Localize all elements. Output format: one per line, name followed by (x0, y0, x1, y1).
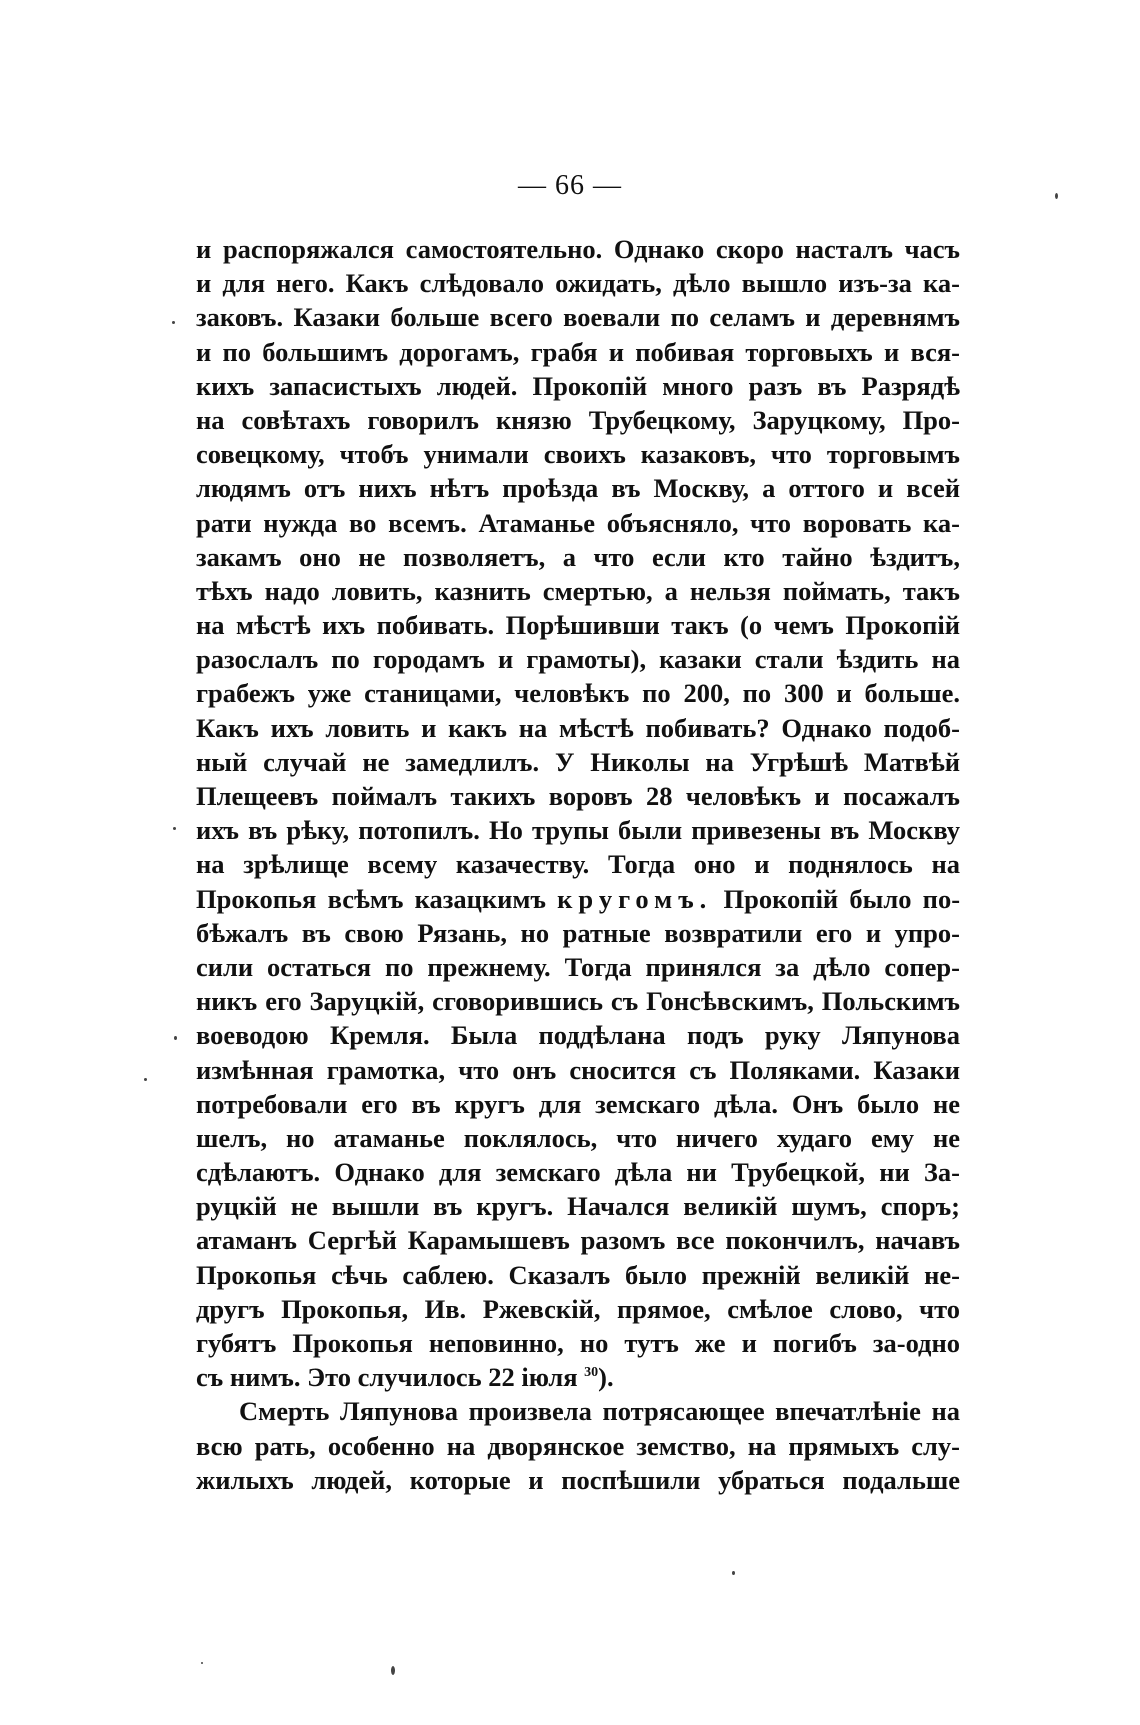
scan-speck (144, 1078, 147, 1081)
text-line: всю рать, особенно на дворянское земство, на прямыхъ слу- (196, 1430, 960, 1461)
text-line: губятъ Прокопья неповинно, но тутъ же и погибъ за-одно (196, 1328, 960, 1358)
text-line: на зрѣлище всему казачеству. Тогда оно и поднялось на (196, 849, 960, 880)
scan-speck (172, 321, 175, 324)
page-number: — 66 — (518, 170, 622, 201)
text-line: другъ Прокопья, Ив. Ржевскій, прямое, смѣлое слово, что (196, 1293, 960, 1324)
text-line: Плещеевъ поймалъ такихъ воровъ 28 человѣкъ и посажалъ (196, 781, 960, 811)
text-line: заковъ. Казаки больше всего воевали по селамъ и деревнямъ (196, 302, 960, 333)
scan-speck (732, 1571, 735, 1575)
footnote-reference: 30 (584, 1365, 599, 1381)
text-line-with-footnote (196, 1360, 960, 1394)
scan-speck (173, 827, 176, 830)
paragraph-first-line: Смерть Ляпунова произвела потрясающее впечатлѣніе на (239, 1396, 960, 1427)
text-line: жилыхъ людей, которые и поспѣшили убраться подальше (196, 1464, 960, 1495)
body-text (196, 232, 960, 1497)
line-part: Прокопій было по- (723, 883, 960, 914)
text-line: никъ его Заруцкій, сговорившись съ Гонсѣвскимъ, Польскимъ (196, 986, 960, 1017)
text-line: измѣнная грамотка, что онъ сносится съ Поляками. Казаки (196, 1054, 960, 1085)
text-line: сдѣлаютъ. Однако для земскаго дѣла ни Трубецкой, ни За- (196, 1157, 960, 1188)
text-line: людямъ отъ нихъ нѣтъ проѣзда въ Москву, а оттого и всей (196, 473, 960, 504)
text-line: на совѣтахъ говорилъ князю Трубецкому, Заруцкому, Про- (196, 404, 960, 435)
text-line: закамъ оно не позволяетъ, а что если кто тайно ѣздитъ, (196, 541, 960, 572)
text-line: и распоряжался самостоятельно. Однако скоро насталъ часъ (196, 234, 960, 264)
text-line: Какъ ихъ ловить и какъ на мѣстѣ побивать? Однако подоб- (196, 712, 960, 743)
text-line: Прокопья сѣчь саблею. Сказалъ было прежній великій не- (196, 1259, 960, 1290)
text-line: разослалъ по городамъ и грамоты), казаки стали ѣздить на (196, 644, 960, 675)
text-line-spaced (196, 882, 960, 916)
scan-speck (201, 1662, 203, 1664)
line-part: Прокопья всѣмъ казацкимъ (196, 883, 546, 914)
text-line: ихъ въ рѣку, потопилъ. Но трупы были привезены въ Москву (196, 815, 960, 846)
text-line: потребовали его въ кругъ для земскаго дѣла. Онъ было не (196, 1088, 960, 1119)
text-line: совецкому, чтобъ унимали своихъ казаковъ, что торговымъ (196, 439, 960, 470)
scan-speck (1055, 193, 1058, 199)
text-line: воеводою Кремля. Была поддѣлана подъ руку Ляпунова (196, 1020, 960, 1051)
text-line: грабежъ уже станицами, человѣкъ по 200, по 300 и больше. (196, 678, 960, 709)
text-line: на мѣстѣ ихъ побивать. Порѣшивши такъ (о чемъ Прокопій (196, 610, 960, 641)
spaced-word: кругомъ. (557, 883, 713, 914)
scan-speck (391, 1666, 395, 1675)
text-line: руцкій не вышли въ кругъ. Начался великій шумъ, споръ; (196, 1191, 960, 1222)
scan-speck (174, 1036, 177, 1040)
text-line: рати нужда во всемъ. Атаманье объясняло, что воровать ка- (196, 507, 960, 538)
text-line: тѣхъ надо ловить, казнить смертью, а нельзя поймать, такъ (196, 575, 960, 606)
text-line: ный случай не замедлилъ. У Николы на Угрѣшѣ Матвѣй (196, 746, 960, 777)
text-line: и по большимъ дорогамъ, грабя и побивая торговыхъ и вся- (196, 336, 960, 367)
text-line: бѣжалъ въ свою Рязань, но ратные возвратили его и упро- (196, 917, 960, 948)
text-line: сили остаться по прежнему. Тогда принялся за дѣло сопер- (196, 951, 960, 982)
text-line: и для него. Какъ слѣдовало ожидать, дѣло вышло изъ-за ка- (196, 268, 960, 299)
text-line: кихъ запасистыхъ людей. Прокопій много разъ въ Разрядѣ (196, 370, 960, 401)
text-line: атаманъ Сергѣй Карамышевъ разомъ все покончилъ, начавъ (196, 1225, 960, 1256)
line-part: ). (598, 1362, 614, 1393)
line-part: съ нимъ. Это случилось 22 іюля (196, 1362, 578, 1393)
text-line: шелъ, но атаманье поклялось, что ничего худаго ему не (196, 1122, 960, 1153)
